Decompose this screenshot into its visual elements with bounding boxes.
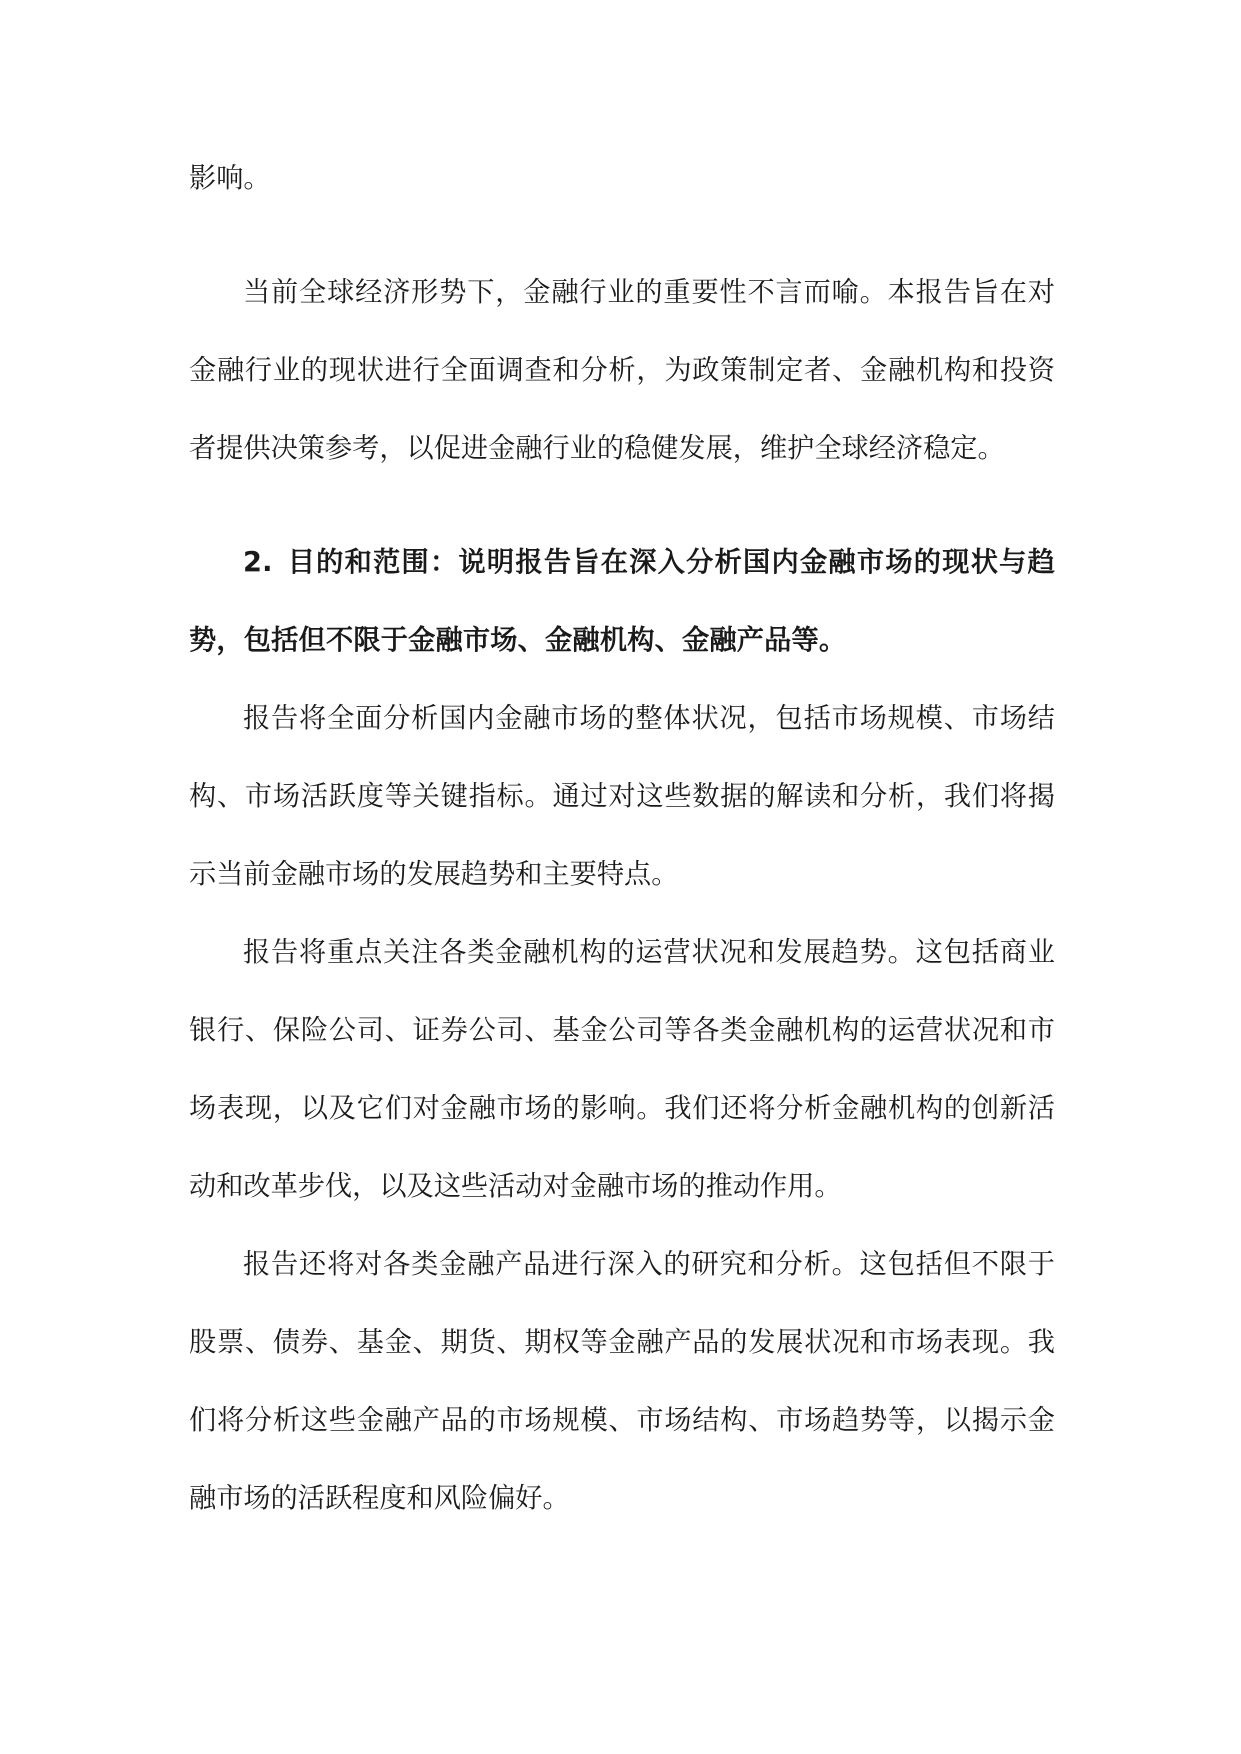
- section-heading-purpose-scope: [189, 524, 1055, 680]
- paragraph-global-economy: 当前全球经济形势下，金融行业的重要性不言而喻。本报告旨在对金融行业的现状进行全面调查和分析，为政策制定者、金融机构和投资者提供决策参考，以促进金融行业的稳健发展，维护全球经济稳定。: [189, 277, 1055, 464]
- paragraph-market-overview: 报告将全面分析国内金融市场的整体状况，包括市场规模、市场结构、市场活跃度等关键指标。通过对这些数据的解读和分析，我们将揭示当前金融市场的发展趋势和主要特点。: [189, 703, 1055, 890]
- paragraph-financial-products: 报告还将对各类金融产品进行深入的研究和分析。这包括但不限于股票、债券、基金、期货、期权等金融产品的发展状况和市场表现。我们将分析这些金融产品的市场规模、市场结构、市场趋势等，以揭示金融市场的活跃程度和风险偏好。: [189, 1249, 1055, 1514]
- section-number: 2.: [243, 547, 273, 578]
- section-heading-text: 目的和范围：说明报告旨在深入分析国内金融市场的现状与趋势，包括但不限于金融市场、金融机构、金融产品等。: [189, 547, 1055, 656]
- document-body: [189, 140, 1055, 1538]
- paragraph-continuation: 影响。: [189, 163, 271, 194]
- paragraph-financial-institutions: 报告将重点关注各类金融机构的运营状况和发展趋势。这包括商业银行、保险公司、证券公司、基金公司等各类金融机构的运营状况和市场表现，以及它们对金融市场的影响。我们还将分析金融机构的创新活动和改革步伐，以及这些活动对金融市场的推动作用。: [189, 937, 1055, 1202]
